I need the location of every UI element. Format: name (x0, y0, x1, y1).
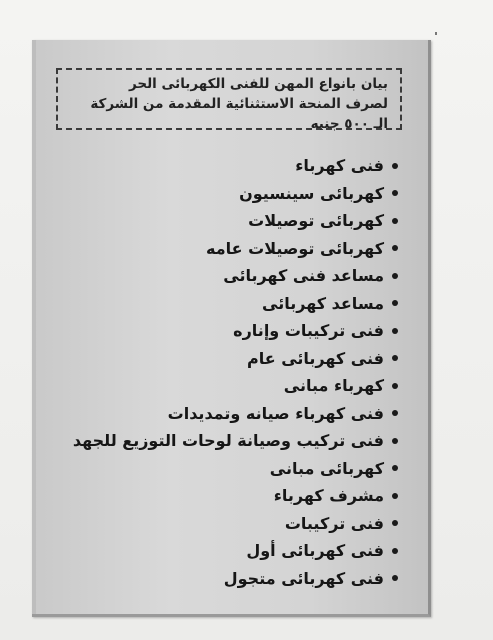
list-item (68, 235, 398, 263)
list-item-text: مساعد كهربائى (262, 293, 384, 313)
list-item-text: فنى كهربائى أول (246, 541, 384, 560)
bullet-icon (392, 245, 398, 251)
list-item-text: فنى كهرباء صيانه وتمديدات (167, 403, 384, 423)
list-item (68, 207, 398, 235)
bullet-icon (392, 355, 398, 361)
list-item-text: مساعد فنى كهربائى (223, 266, 384, 285)
bullet-icon (392, 163, 398, 169)
bullet-icon (392, 493, 398, 499)
list-item (68, 290, 398, 318)
bullet-icon (392, 438, 398, 444)
bullet-icon (392, 548, 398, 554)
list-item (68, 317, 398, 345)
list-item (68, 565, 398, 593)
list-item (68, 372, 398, 400)
list-item (68, 180, 398, 208)
profession-list (68, 152, 398, 592)
list-item-text: مشرف كهرباء (273, 486, 384, 505)
list-item (68, 455, 398, 483)
list-item-text: فنى تركيب وصيانة لوحات التوزيع للجهد (72, 431, 384, 450)
list-item (68, 345, 398, 373)
list-item (68, 510, 398, 538)
corner-mark (435, 32, 437, 35)
list-item-text: فنى تركيبات وإناره (233, 321, 384, 340)
bullet-icon (392, 383, 398, 389)
list-item-text: فنى كهربائى متجول (223, 568, 384, 588)
list-item-text: كهرباء مبانى (283, 376, 384, 395)
paper-sheet (32, 40, 431, 617)
list-item-text: كهربائى مبانى (269, 458, 384, 478)
list-item (68, 152, 398, 180)
header-line-3: الـ ٥٠٠ جنيه (310, 116, 388, 132)
bullet-icon (392, 300, 398, 306)
bullet-icon (392, 410, 398, 416)
list-item-text: فنى تركيبات (284, 513, 384, 533)
paper-edge (32, 40, 36, 614)
list-item (68, 262, 398, 290)
list-item (68, 427, 398, 455)
bullet-icon (392, 328, 398, 334)
bullet-icon (392, 465, 398, 471)
list-item-text: فنى كهربائى عام (246, 348, 384, 368)
bullet-icon (392, 218, 398, 224)
bullet-icon (392, 575, 398, 581)
header-box (56, 68, 402, 130)
list-item-text: فنى كهرباء (295, 156, 384, 175)
header-line-1: بيان بانواع المهن للفنى الكهربائى الحر (128, 76, 388, 92)
bullet-icon (392, 273, 398, 279)
header-line-2: لصرف المنحة الاستثنائية المقدمة من الشركة (90, 96, 388, 112)
list-item (68, 482, 398, 510)
list-item-text: كهربائى توصيلات عامه (206, 238, 384, 258)
list-item (68, 400, 398, 428)
list-item (68, 537, 398, 565)
list-item-text: كهربائى سينسيون (239, 183, 384, 203)
bullet-icon (392, 520, 398, 526)
bullet-icon (392, 190, 398, 196)
list-item-text: كهربائى توصيلات (248, 211, 384, 230)
